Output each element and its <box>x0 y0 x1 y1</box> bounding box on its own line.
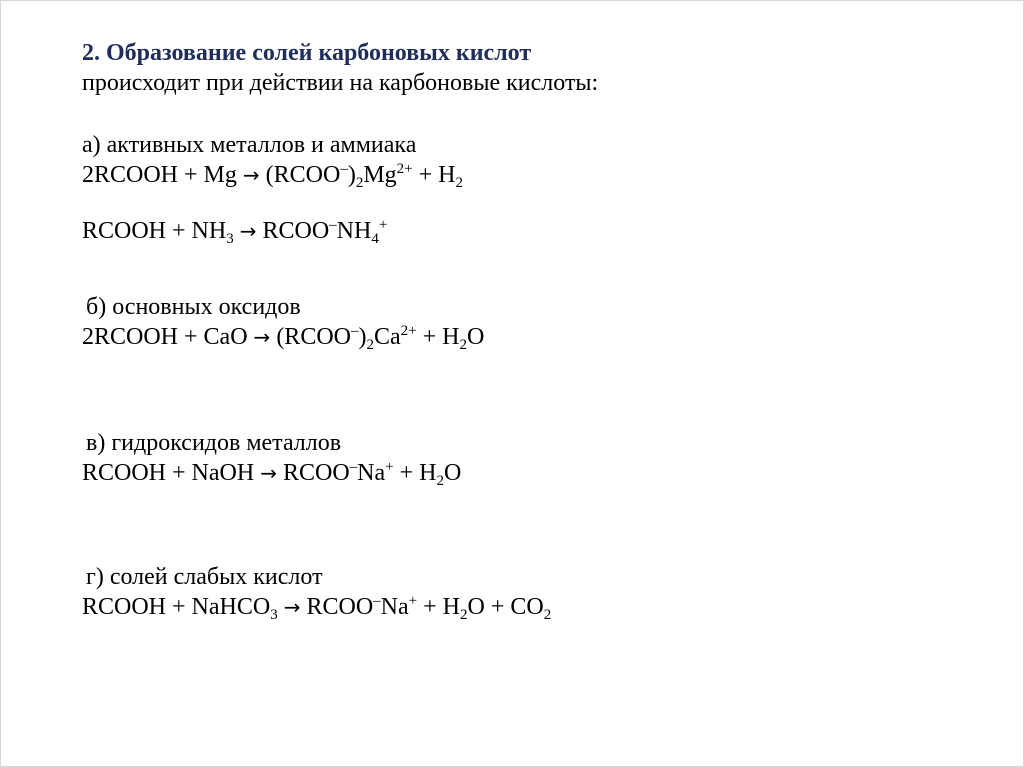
section-a-heading: а) активных металлов и аммиака <box>82 132 417 158</box>
reaction-arrow: → <box>242 163 260 187</box>
equation-nh3: RCOOH + $NH_3$ → $RCOO^-NH_4^+$ <box>82 217 388 247</box>
slide-subtitle: происходит при действии на карбоновые кислоты: <box>82 70 599 96</box>
equation-nahco3: RCOOH + NaHCO$_3$ → RCOO–Na+ + $H_2O + CO_2$ <box>82 593 552 623</box>
section-g-heading: г) солей слабых кислот <box>86 564 323 590</box>
slide-title: 2. Образование солей карбоновых кислот <box>82 40 532 66</box>
equation-naoh: RCOOH + NaOH → RCOO–Na+ + $H_2O$ <box>82 459 462 489</box>
reaction-arrow: → <box>239 219 257 243</box>
slide-content <box>82 38 982 622</box>
equation-cao: 2RCOOH + CaO → $(RCOO^-)_2Ca^{2+} + H_2O$ <box>82 323 485 353</box>
equation-mg: 2RCOOH + $Mg \to (RCOO^-)_2Mg^{2+} + H_2$ <box>82 161 464 191</box>
reaction-arrow: → <box>253 325 271 349</box>
section-v-heading: в) гидроксидов металлов <box>86 430 342 456</box>
section-b-heading: б) основных оксидов <box>86 294 301 320</box>
reaction-arrow: → <box>283 595 301 619</box>
reaction-arrow: → <box>260 461 277 485</box>
